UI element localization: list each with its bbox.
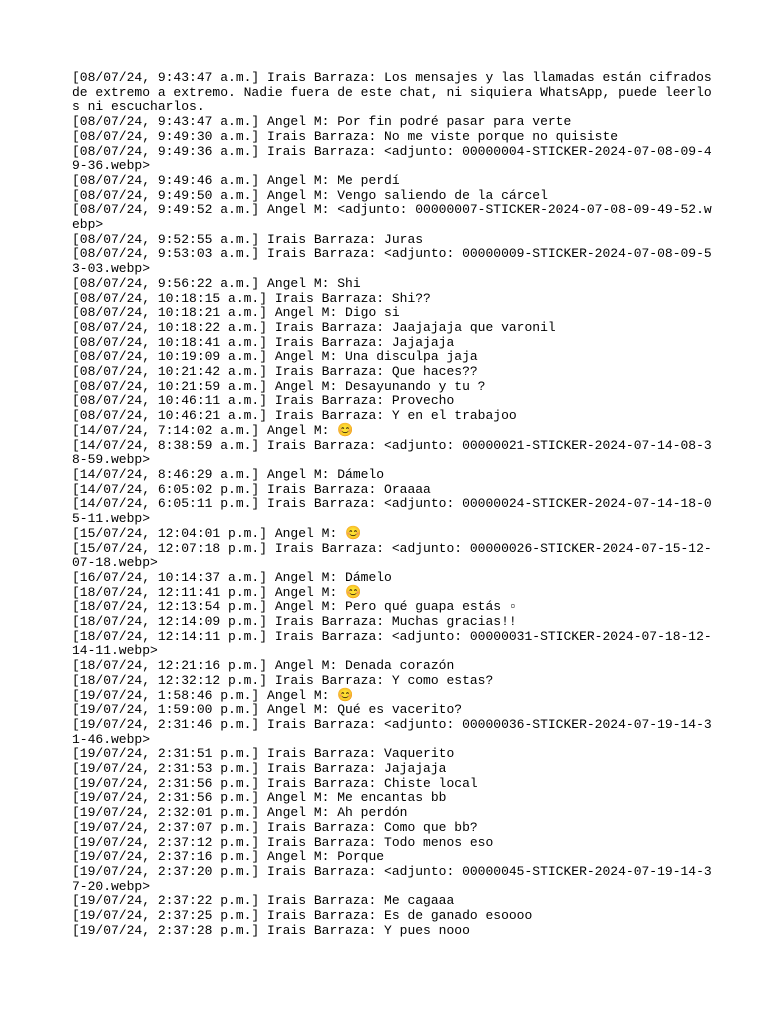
chat-line: [14/07/24, 7:14:02 a.m.] Angel M: 😊 — [72, 422, 354, 438]
chat-line: [14/07/24, 8:46:29 a.m.] Angel M: Dámelo — [72, 466, 385, 482]
chat-line: [19/07/24, 2:31:56 p.m.] Angel M: Me encantas bb — [72, 790, 447, 806]
chat-line: [08/07/24, 10:21:42 a.m.] Irais Barraza: Que haces?? — [72, 364, 478, 380]
chat-line: [08/07/24, 9:49:50 a.m.] Angel M: Vengo saliendo de la cárcel — [72, 187, 548, 203]
chat-line: [15/07/24, 12:04:01 p.m.] Angel M: 😊 — [72, 525, 362, 541]
chat-line: [19/07/24, 2:37:07 p.m.] Irais Barraza: Como que bb? — [72, 819, 478, 835]
chat-line: [19/07/24, 2:37:12 p.m.] Irais Barraza: Todo menos eso — [72, 834, 494, 850]
chat-line: [19/07/24, 2:32:01 p.m.] Angel M: Ah perdón — [72, 805, 408, 821]
chat-line: [16/07/24, 10:14:37 a.m.] Angel M: Dámelo — [72, 569, 392, 585]
chat-line: [18/07/24, 12:14:11 p.m.] Irais Barraza: <adjunto: 00000031-STICKER-2024-07-18-12-14-11.webp> — [72, 628, 712, 659]
chat-line: [19/07/24, 2:37:28 p.m.] Irais Barraza: Y pues nooo — [72, 922, 470, 938]
chat-line: [19/07/24, 2:37:25 p.m.] Irais Barraza: Es de ganado esoooo — [72, 908, 533, 924]
chat-line: [08/07/24, 10:46:11 a.m.] Irais Barraza: Provecho — [72, 393, 455, 409]
chat-line: [08/07/24, 10:18:21 a.m.] Angel M: Digo si — [72, 305, 400, 321]
chat-line: [08/07/24, 10:19:09 a.m.] Angel M: Una disculpa jaja — [72, 349, 478, 365]
chat-line: [08/07/24, 9:49:36 a.m.] Irais Barraza: <adjunto: 00000004-STICKER-2024-07-08-09-49-36.webp> — [72, 143, 712, 174]
chat-line: [08/07/24, 10:18:22 a.m.] Irais Barraza: Jaajajaja que varonil — [72, 319, 556, 335]
chat-line: [08/07/24, 9:53:03 a.m.] Irais Barraza: <adjunto: 00000009-STICKER-2024-07-08-09-53-03.webp> — [72, 246, 712, 277]
chat-line: [18/07/24, 12:11:41 p.m.] Angel M: 😊 — [72, 584, 362, 600]
chat-line: [19/07/24, 2:31:51 p.m.] Irais Barraza: Vaquerito — [72, 746, 455, 762]
chat-line: [19/07/24, 2:37:22 p.m.] Irais Barraza: Me cagaaa — [72, 893, 455, 909]
chat-line: [18/07/24, 12:21:16 p.m.] Angel M: Denada corazón — [72, 658, 455, 674]
chat-line: [14/07/24, 6:05:02 p.m.] Irais Barraza: Oraaaa — [72, 481, 431, 497]
chat-line: [08/07/24, 9:56:22 a.m.] Angel M: Shi — [72, 275, 361, 291]
chat-line: [08/07/24, 10:46:21 a.m.] Irais Barraza: Y en el trabajoo — [72, 408, 517, 424]
chat-line: [08/07/24, 9:43:47 a.m.] Irais Barraza: Los mensajes y las llamadas están cifrados de extremo a extremo. Nadie fuera de este chat, ni siquiera WhatsApp, puede leerlos ni escucharlos. — [72, 70, 720, 115]
chat-line: [19/07/24, 1:59:00 p.m.] Angel M: Qué es vacerito? — [72, 702, 463, 718]
chat-line: [19/07/24, 2:31:46 p.m.] Irais Barraza: <adjunto: 00000036-STICKER-2024-07-19-14-31-46.webp> — [72, 716, 712, 747]
chat-line: [19/07/24, 1:58:46 p.m.] Angel M: 😊 — [72, 687, 354, 703]
chat-line: [08/07/24, 9:49:52 a.m.] Angel M: <adjunto: 00000007-STICKER-2024-07-08-09-49-52.webp> — [72, 202, 712, 233]
chat-line: [18/07/24, 12:32:12 p.m.] Irais Barraza: Y como estas? — [72, 672, 494, 688]
chat-line: [08/07/24, 10:18:15 a.m.] Irais Barraza: Shi?? — [72, 290, 431, 306]
chat-line: [08/07/24, 9:49:30 a.m.] Irais Barraza: No me viste porque no quisiste — [72, 128, 619, 144]
chat-line: [19/07/24, 2:31:53 p.m.] Irais Barraza: Jajajaja — [72, 761, 447, 777]
chat-line: [08/07/24, 9:49:46 a.m.] Angel M: Me perdí — [72, 172, 400, 188]
chat-line: [08/07/24, 10:21:59 a.m.] Angel M: Desayunando y tu ? — [72, 378, 486, 394]
chat-line: [08/07/24, 10:18:41 a.m.] Irais Barraza: Jajajaja — [72, 334, 455, 350]
chat-line: [19/07/24, 2:31:56 p.m.] Irais Barraza: Chiste local — [72, 775, 478, 791]
chat-line: [19/07/24, 2:37:20 p.m.] Irais Barraza: <adjunto: 00000045-STICKER-2024-07-19-14-37-20.webp> — [72, 863, 712, 894]
chat-line: [08/07/24, 9:52:55 a.m.] Irais Barraza: Juras — [72, 231, 424, 247]
chat-transcript — [72, 70, 720, 938]
chat-line: [15/07/24, 12:07:18 p.m.] Irais Barraza: <adjunto: 00000026-STICKER-2024-07-15-12-07-18.webp> — [72, 540, 712, 571]
chat-line: [14/07/24, 6:05:11 p.m.] Irais Barraza: <adjunto: 00000024-STICKER-2024-07-14-18-05-11.webp> — [72, 496, 712, 527]
chat-line: [18/07/24, 12:13:54 p.m.] Angel M: Pero qué guapa estás ▫ — [72, 599, 517, 615]
chat-line: [14/07/24, 8:38:59 a.m.] Irais Barraza: <adjunto: 00000021-STICKER-2024-07-14-08-38-59.webp> — [72, 437, 712, 468]
chat-line: [19/07/24, 2:37:16 p.m.] Angel M: Porque — [72, 849, 385, 865]
chat-line: [08/07/24, 9:43:47 a.m.] Angel M: Por fin podré pasar para verte — [72, 114, 572, 130]
chat-line: [18/07/24, 12:14:09 p.m.] Irais Barraza: Muchas gracias!! — [72, 614, 517, 630]
